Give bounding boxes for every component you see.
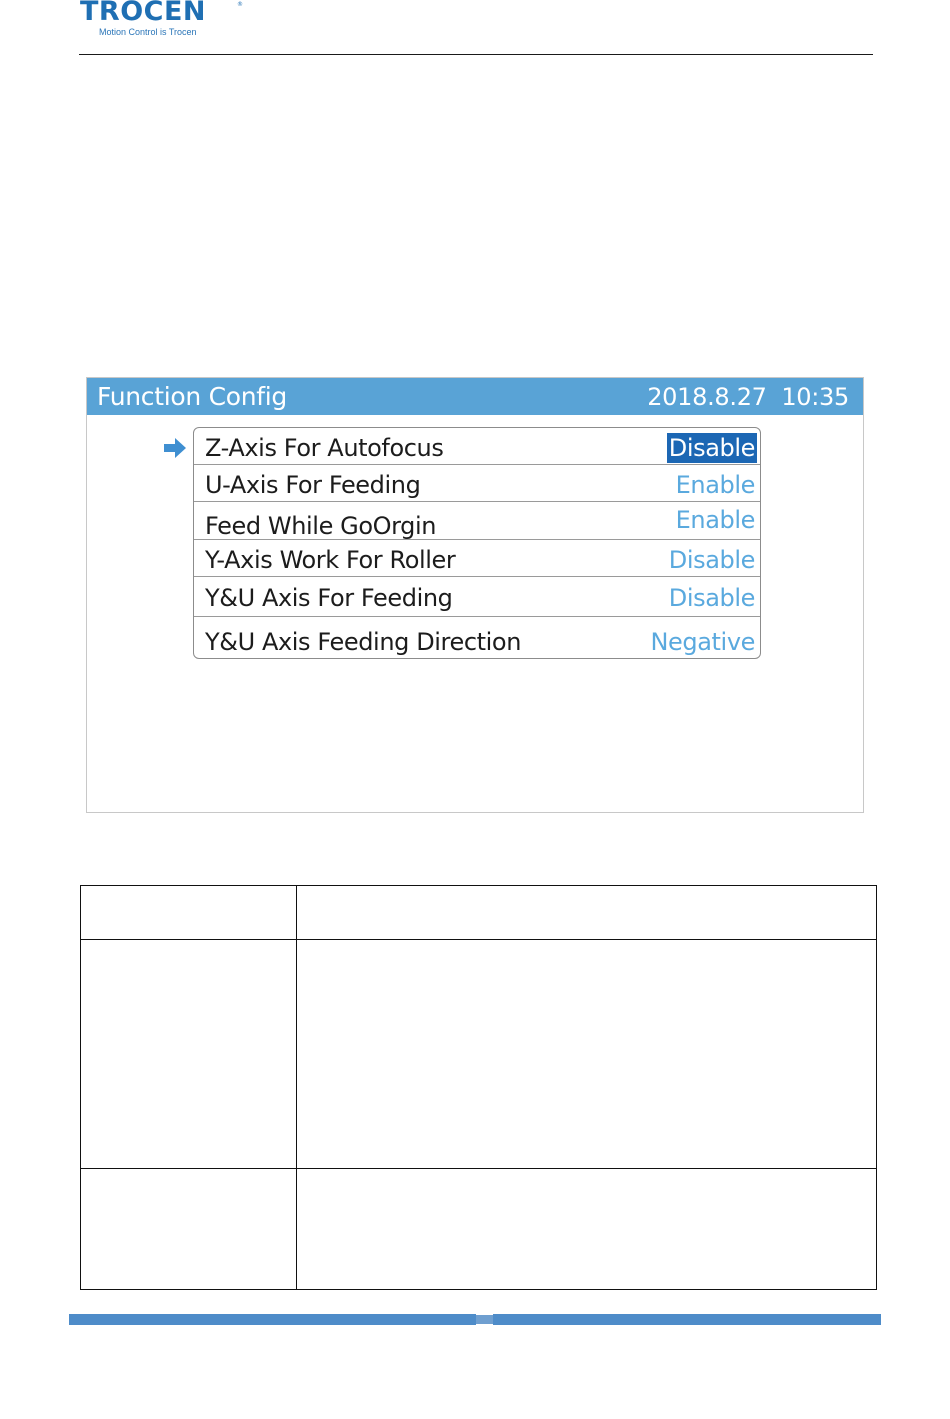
table-header-row	[81, 886, 877, 940]
menu-item-label: Feed While GoOrgin	[205, 512, 437, 540]
table-cell	[297, 940, 877, 1169]
table-row	[81, 940, 877, 1169]
menu-item-y-axis-roller[interactable]	[194, 540, 760, 577]
trocen-logo	[80, 0, 250, 40]
function-config-menu	[193, 427, 761, 659]
footer-bar	[493, 1314, 881, 1325]
menu-item-yu-axis-feeding[interactable]	[194, 577, 760, 617]
table-cell	[297, 886, 877, 940]
menu-item-value[interactable]: Disable	[668, 546, 755, 574]
header-divider	[79, 54, 873, 55]
screen-date: 2018.8.27	[647, 383, 767, 411]
footer-bar	[69, 1314, 476, 1325]
menu-item-value[interactable]: Disable	[668, 434, 755, 462]
parameter-description-table	[80, 885, 877, 1290]
table-cell	[81, 940, 297, 1169]
menu-item-label: U-Axis For Feeding	[205, 471, 421, 499]
menu-item-yu-axis-feeding-direction[interactable]	[194, 617, 760, 659]
table-cell	[81, 1169, 297, 1290]
menu-item-label: Y-Axis Work For Roller	[205, 546, 456, 574]
screen-title: Function Config	[97, 382, 287, 411]
menu-item-value[interactable]: Negative	[650, 628, 755, 656]
screen-title-bar	[87, 378, 863, 415]
function-config-screen	[86, 377, 864, 813]
table-row	[81, 1169, 877, 1290]
table-cell	[81, 886, 297, 940]
menu-item-value[interactable]: Enable	[675, 471, 755, 499]
registered-mark: ®	[237, 1, 243, 8]
menu-item-z-axis-autofocus[interactable]	[194, 428, 760, 465]
logo-tagline: Motion Control is Trocen	[99, 27, 197, 37]
screen-datetime	[647, 380, 849, 414]
footer-bar-gap	[476, 1315, 493, 1324]
right-arrow-icon	[163, 437, 187, 459]
menu-item-label: Y&U Axis Feeding Direction	[205, 628, 522, 656]
menu-item-value[interactable]: Enable	[675, 506, 755, 534]
table-cell	[297, 1169, 877, 1290]
menu-item-u-axis-feeding[interactable]	[194, 465, 760, 502]
menu-item-value[interactable]: Disable	[668, 584, 755, 612]
logo-wordmark: TROCEN	[80, 0, 207, 27]
screen-time: 10:35	[781, 383, 849, 411]
menu-item-feed-while-goorgin[interactable]	[194, 502, 760, 540]
menu-item-label: Z-Axis For Autofocus	[205, 434, 444, 462]
menu-item-label: Y&U Axis For Feeding	[205, 584, 453, 612]
